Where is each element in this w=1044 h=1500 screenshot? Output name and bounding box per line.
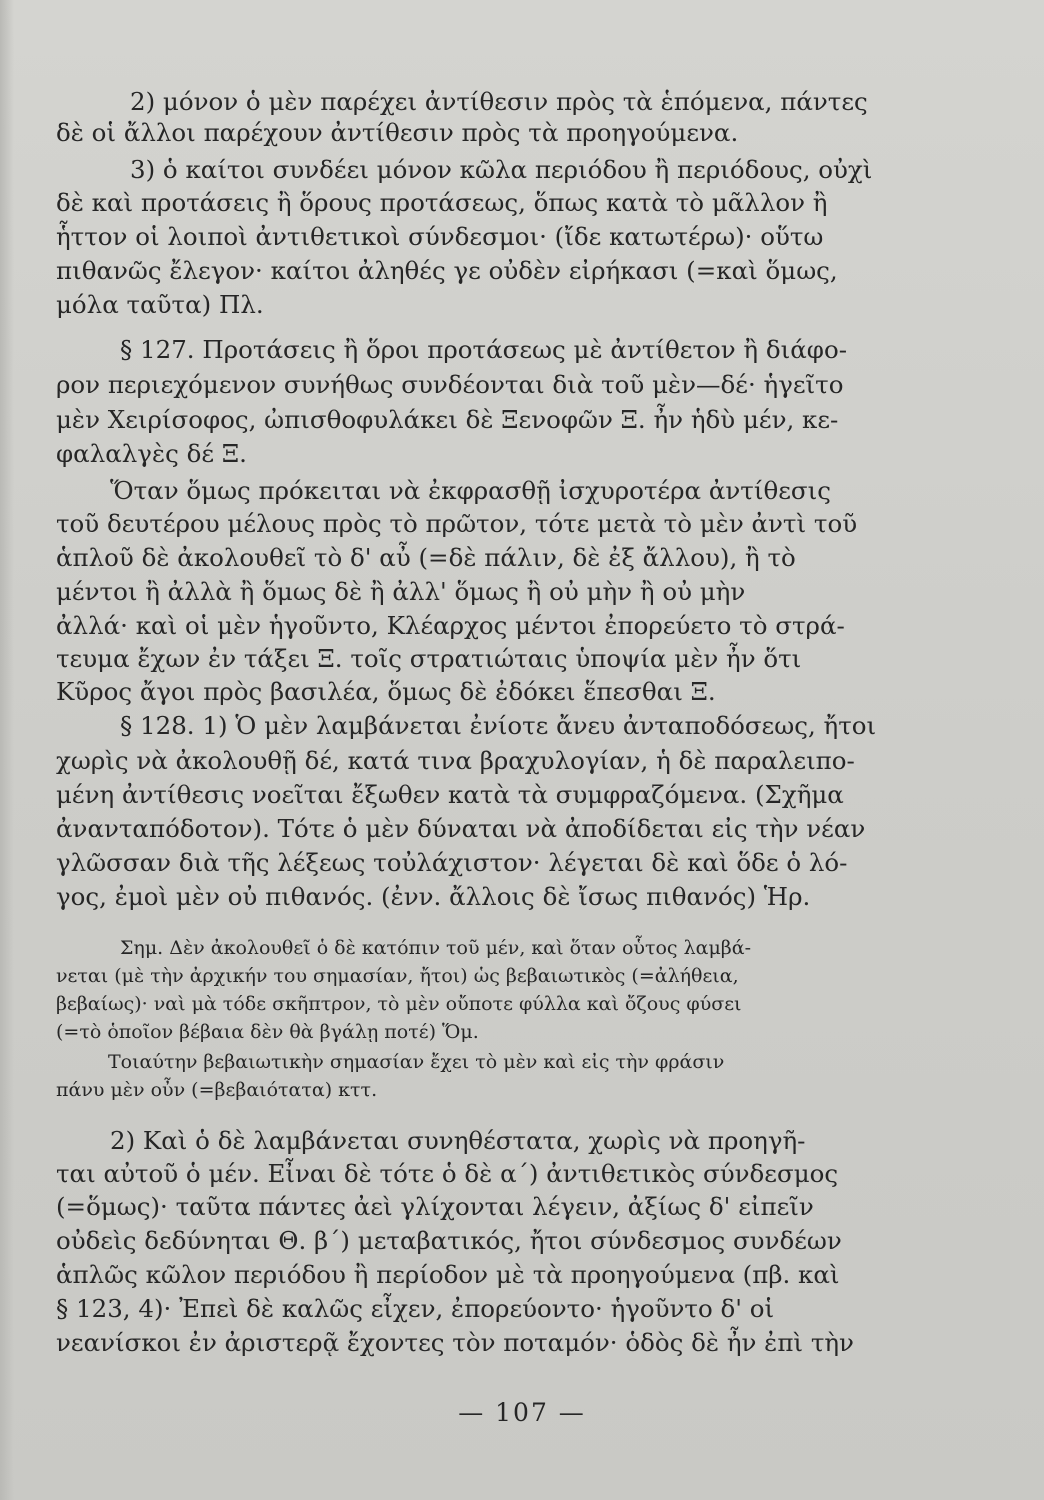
note-line: πάνυ μὲν οὖν (=βεβαιότατα) κττ. [56, 1079, 378, 1101]
text-line: χωρὶς νὰ ἀκολουθῇ δέ, κατά τινα βραχυλογίαν, ἡ δὲ παραλειπο- [56, 746, 855, 775]
section-128-heading-line: § 128. 1) Ὁ μὲν λαμβάνεται ἐνίοτε ἄνευ ἀνταποδόσεως, ἤτοι [120, 711, 877, 740]
text-line: οὐδεὶς δεδύνηται Θ. β΄) μεταβατικός, ἤτοι σύνδεσμος συνδέων [56, 1226, 842, 1255]
text-line: μὲν Χειρίσοφος, ὠπισθοφυλάκει δὲ Ξενοφῶν Ξ. ἦν ἡδὺ μέν, κε- [56, 405, 839, 434]
text-line: Ὅταν ὅμως πρόκειται νὰ ἐκφρασθῇ ἰσχυροτέρα ἀντίθεσις [110, 476, 831, 505]
note-line: Τοιαύτην βεβαιωτικὴν σημασίαν ἔχει τὸ μὲν καὶ εἰς τὴν φράσιν [108, 1051, 725, 1073]
text-line: ται αὐτοῦ ὁ μέν. Εἶναι δὲ τότε ὁ δὲ α΄) ἀντιθετικὸς σύνδεσμος [56, 1159, 839, 1188]
text-line: (=ὅμως)· ταῦτα πάντες ἀεὶ γλίχονται λέγειν, ἀξίως δ' εἰπεῖν [56, 1192, 814, 1221]
note-line: βεβαίως)· ναὶ μὰ τόδε σκῆπτρον, τὸ μὲν οὔποτε φύλλα καὶ ὄζους φύσει [56, 993, 742, 1015]
text-line: δὲ καὶ προτάσεις ἢ ὅρους προτάσεως, ὅπως κατὰ τὸ μᾶλλον ἢ [56, 188, 828, 217]
text-line: ἀνανταπόδοτον). Τότε ὁ μὲν δύναται νὰ ἀποδίδεται εἰς τὴν νέαν [56, 814, 866, 843]
note-line: (=τὸ ὁποῖον βέβαια δὲν θὰ βγάλῃ ποτέ) Ὅμ. [56, 1021, 479, 1043]
text-line: γλῶσσαν διὰ τῆς λέξεως τοὐλάχιστον· λέγεται δὲ καὶ ὅδε ὁ λό- [56, 848, 848, 877]
text-line: τοῦ δευτέρου μέλους πρὸς τὸ πρῶτον, τότε μετὰ τὸ μὲν ἀντὶ τοῦ [56, 509, 858, 538]
text-line: πιθανῶς ἔλεγον· καίτοι ἀληθές γε οὐδὲν εἰρήκασι (=καὶ ὅμως, [56, 256, 838, 285]
text-line: ρον περιεχόμενον συνήθως συνδέονται διὰ τοῦ μὲν—δέ· ἡγεῖτο [56, 370, 844, 399]
text-line: ἁπλοῦ δὲ ἀκολουθεῖ τὸ δ' αὖ (=δὲ πάλιν, δὲ ἐξ ἄλλου), ἢ τὸ [56, 543, 796, 572]
text-line: ἀλλά· καὶ οἱ μὲν ἡγοῦντο, Κλέαρχος μέντοι ἐπορεύετο τὸ στρά- [56, 611, 845, 640]
text-line: ἧττον οἱ λοιποὶ ἀντιθετικοὶ σύνδεσμοι· (ἴδε κατωτέρω)· οὕτω [56, 222, 824, 251]
text-line: τευμα ἔχων ἐν τάξει Ξ. τοῖς στρατιώταις ὑποψία μὲν ἦν ὅτι [56, 644, 802, 673]
text-line: μόλα ταῦτα) Πλ. [56, 290, 264, 319]
text-line: μένη ἀντίθεσις νοεῖται ἔξωθεν κατὰ τὰ συμφραζόμενα. (Σχῆμα [56, 780, 844, 809]
text-line: 2) μόνον ὁ μὲν παρέχει ἀντίθεσιν πρὸς τὰ ἑπόμενα, πάντες [130, 87, 868, 116]
text-line: Κῦρος ἄγοι πρὸς βασιλέα, ὅμως δὲ ἐδόκει ἕπεσθαι Ξ. [56, 677, 716, 706]
note-line: νεται (μὲ τὴν ἀρχικήν του σημασίαν, ἤτοι) ὡς βεβαιωτικὸς (=ἀλήθεια, [56, 965, 739, 987]
text-line: μέντοι ἢ ἀλλὰ ἢ ὅμως δὲ ἢ ἀλλ' ὅμως ἢ οὐ μὴν ἢ οὐ μὴν [56, 577, 746, 606]
text-line: φαλαλγὲς δέ Ξ. [56, 439, 247, 468]
text-line: § 123, 4)· Ἐπεὶ δὲ καλῶς εἶχεν, ἐπορεύοντο· ἡγοῦντο δ' οἱ [56, 1294, 775, 1323]
text-line: 2) Καὶ ὁ δὲ λαμβάνεται συνηθέστατα, χωρὶς νὰ προηγῆ- [110, 1126, 806, 1155]
text-line: νεανίσκοι ἐν ἀριστερᾷ ἔχοντες τὸν ποταμόν· ὁδὸς δὲ ἦν ἐπὶ τὴν [56, 1328, 854, 1357]
text-line: ἁπλῶς κῶλον περιόδου ἢ περίοδον μὲ τὰ προηγούμενα (πβ. καὶ [56, 1260, 840, 1289]
section-127-heading-line: § 127. Προτάσεις ἢ ὅροι προτάσεως μὲ ἀντίθετον ἢ διάφο- [120, 335, 847, 364]
text-line: 3) ὁ καίτοι συνδέει μόνον κῶλα περιόδου ἢ περιόδους, οὐχὶ [130, 155, 873, 184]
text-line: γος, ἐμοὶ μὲν οὐ πιθανός. (ἐνν. ἄλλοις δὲ ἴσως πιθανός) Ἡρ. [56, 882, 811, 911]
note-line: Σημ. Δὲν ἀκολουθεῖ ὁ δὲ κατόπιν τοῦ μέν, καὶ ὅταν οὗτος λαμβά- [120, 937, 752, 959]
page-number: — 107 — [458, 1398, 586, 1427]
text-line: δὲ οἱ ἄλλοι παρέχουν ἀντίθεσιν πρὸς τὰ προηγούμενα. [56, 118, 739, 147]
